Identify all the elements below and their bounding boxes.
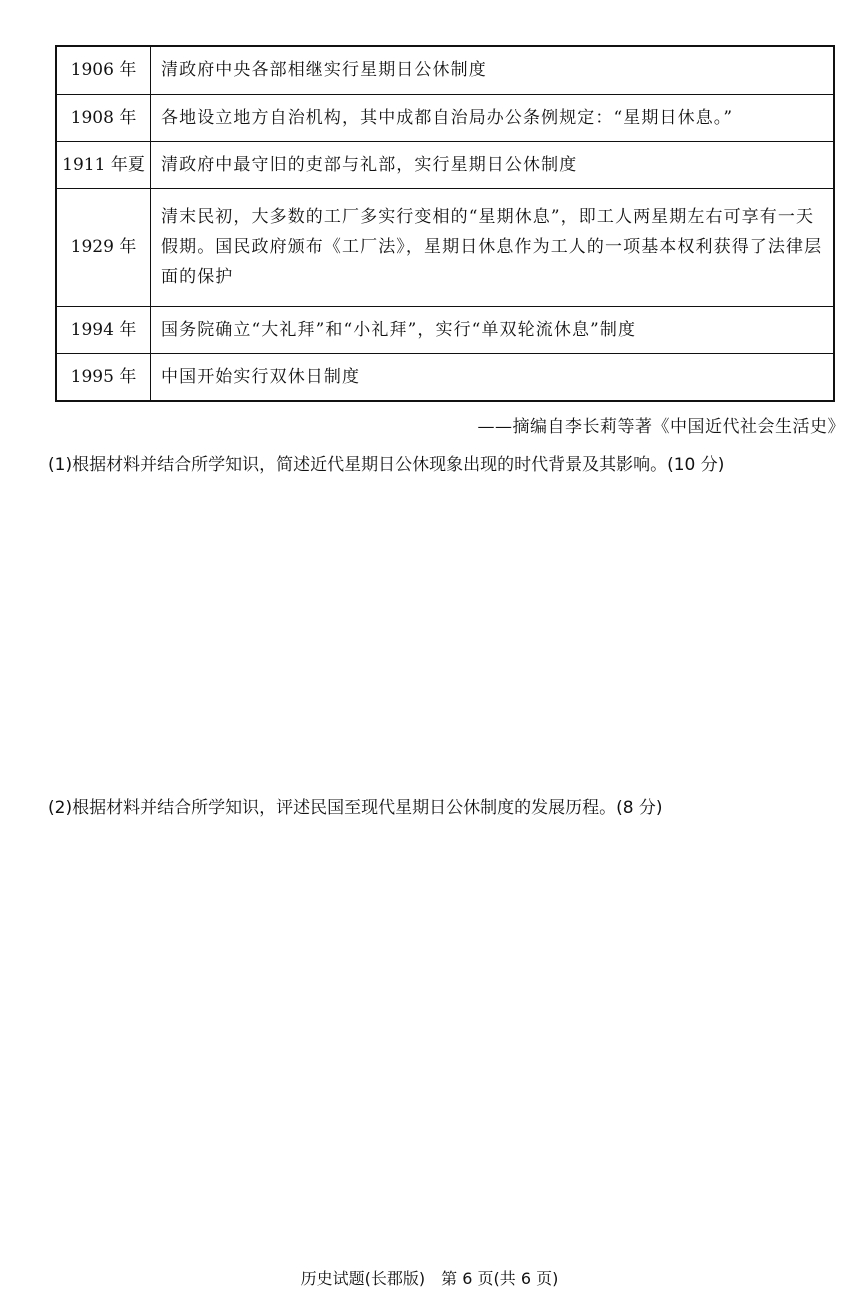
table-row (56, 46, 834, 94)
year-cell: 1929 年 (56, 188, 151, 306)
year-cell: 1911 年夏 (56, 141, 151, 188)
year-cell: 1906 年 (56, 46, 151, 94)
table-row (56, 141, 834, 188)
table-row (56, 353, 834, 401)
year-cell: 1994 年 (56, 306, 151, 353)
question-1: (1)根据材料并结合所学知识，简述近代星期日公休现象出现的时代背景及其影响。(10 分) (48, 455, 725, 475)
table-row (56, 94, 834, 141)
year-cell: 1908 年 (56, 94, 151, 141)
page-footer: 历史试题(长郡版) 第 6 页(共 6 页) (300, 1269, 559, 1288)
event-cell: 国务院确立“大礼拜”和“小礼拜”，实行“单双轮流休息”制度 (151, 306, 835, 353)
source-citation: ——摘编自李长莉等著《中国近代社会生活史》 (477, 417, 845, 437)
question-2: (2)根据材料并结合所学知识，评述民国至现代星期日公休制度的发展历程。(8 分) (48, 798, 663, 818)
event-cell: 清政府中最守旧的吏部与礼部，实行星期日公休制度 (151, 141, 835, 188)
event-cell: 中国开始实行双休日制度 (151, 353, 835, 401)
table-row (56, 306, 834, 353)
year-cell: 1995 年 (56, 353, 151, 401)
event-cell: 清末民初，大多数的工厂多实行变相的“星期休息”，即工人两星期左右可享有一天假期。国民政府颁布《工厂法》，星期日休息作为工人的一项基本权利获得了法律层面的保护 (151, 188, 835, 306)
event-cell: 清政府中央各部相继实行星期日公休制度 (151, 46, 835, 94)
timeline-table (55, 45, 835, 402)
event-cell: 各地设立地方自治机构，其中成都自治局办公条例规定：“星期日休息。” (151, 94, 835, 141)
table-row (56, 188, 834, 306)
